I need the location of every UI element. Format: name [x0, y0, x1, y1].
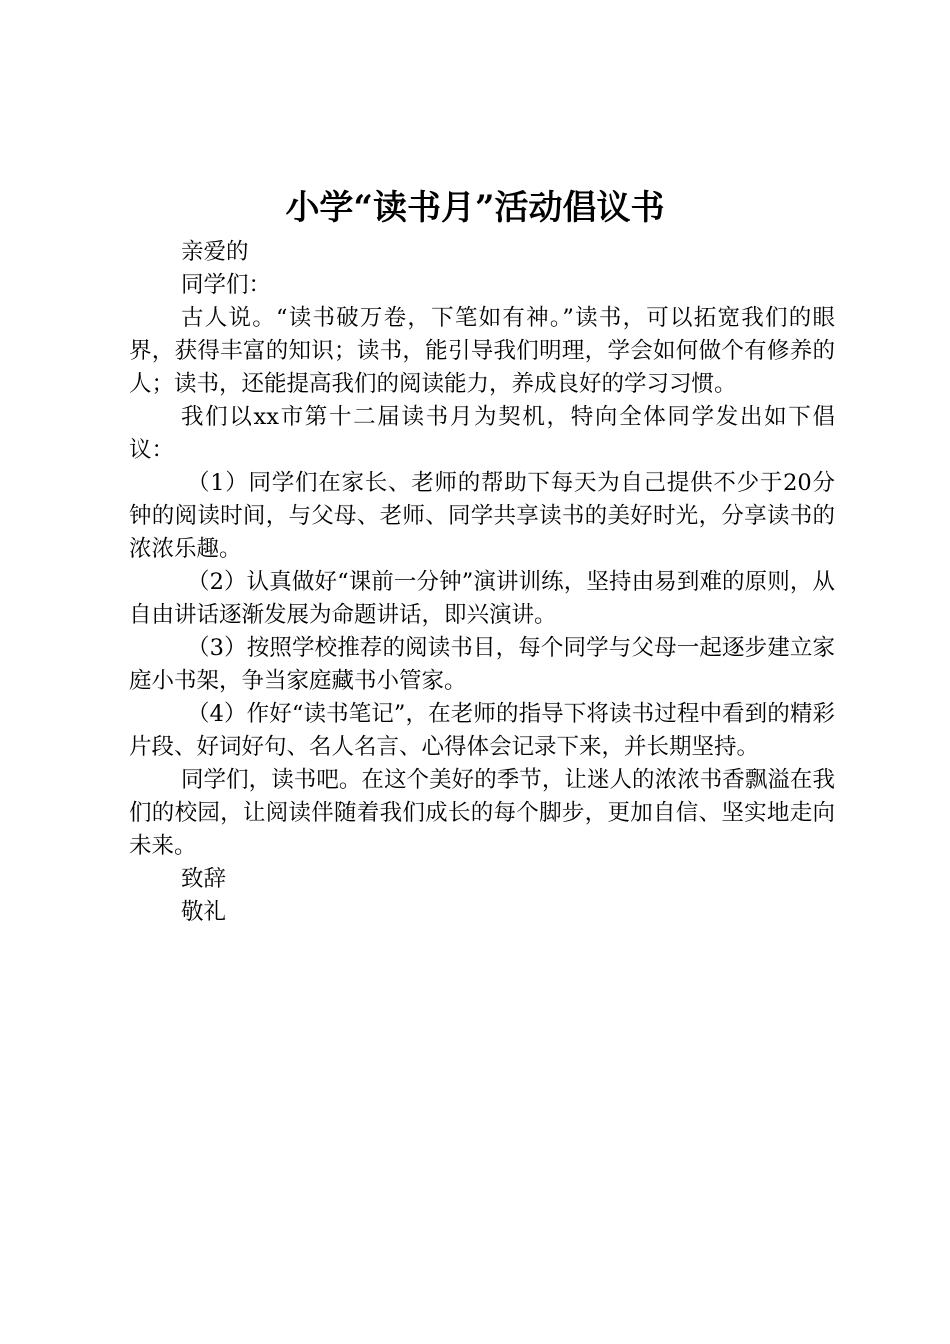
salutation-line-2: 同学们：: [181, 272, 272, 298]
proposal-item-2: （2）认真做好“课前一分钟”演讲训练，坚持由易到难的原则，从自由讲话逐渐发展为命题讲话，即兴演讲。: [129, 569, 835, 628]
paragraph-proposal: 我们以xx市第十二届读书月为契机，特向全体同学发出如下倡议：: [129, 404, 835, 463]
proposal-item-3: （3）按照学校推荐的阅读书目，每个同学与父母一起逐步建立家庭小书架，争当家庭藏书小管家。: [129, 635, 835, 694]
closing-line-1: 致辞: [181, 866, 227, 892]
paragraph-intro: 古人说。“读书破万卷，下笔如有神。”读书，可以拓宽我们的眼界，获得丰富的知识；读书，能引导我们明理，学会如何做个有修养的人；读书，还能提高我们的阅读能力，养成良好的学习习惯。: [129, 305, 835, 397]
proposal-item-1: （1）同学们在家长、老师的帮助下每天为自己提供不少于20分钟的阅读时间，与父母、老师、同学共享读书的美好时光，分享读书的浓浓乐趣。: [129, 470, 835, 562]
closing-line-2: 敬礼: [181, 899, 227, 925]
proposal-item-4: （4）作好“读书笔记”，在老师的指导下将读书过程中看到的精彩片段、好词好句、名人名言、心得体会记录下来，并长期坚持。: [129, 701, 835, 760]
document-title: 小学“读书月”活动倡议书: [285, 188, 665, 228]
paragraph-closing: 同学们，读书吧。在这个美好的季节，让迷人的浓浓书香飘溢在我们的校园，让阅读伴随着我们成长的每个脚步，更加自信、坚实地走向未来。: [129, 767, 835, 859]
document-body: [129, 236, 835, 929]
salutation-line-1: 亲爱的: [181, 239, 249, 265]
